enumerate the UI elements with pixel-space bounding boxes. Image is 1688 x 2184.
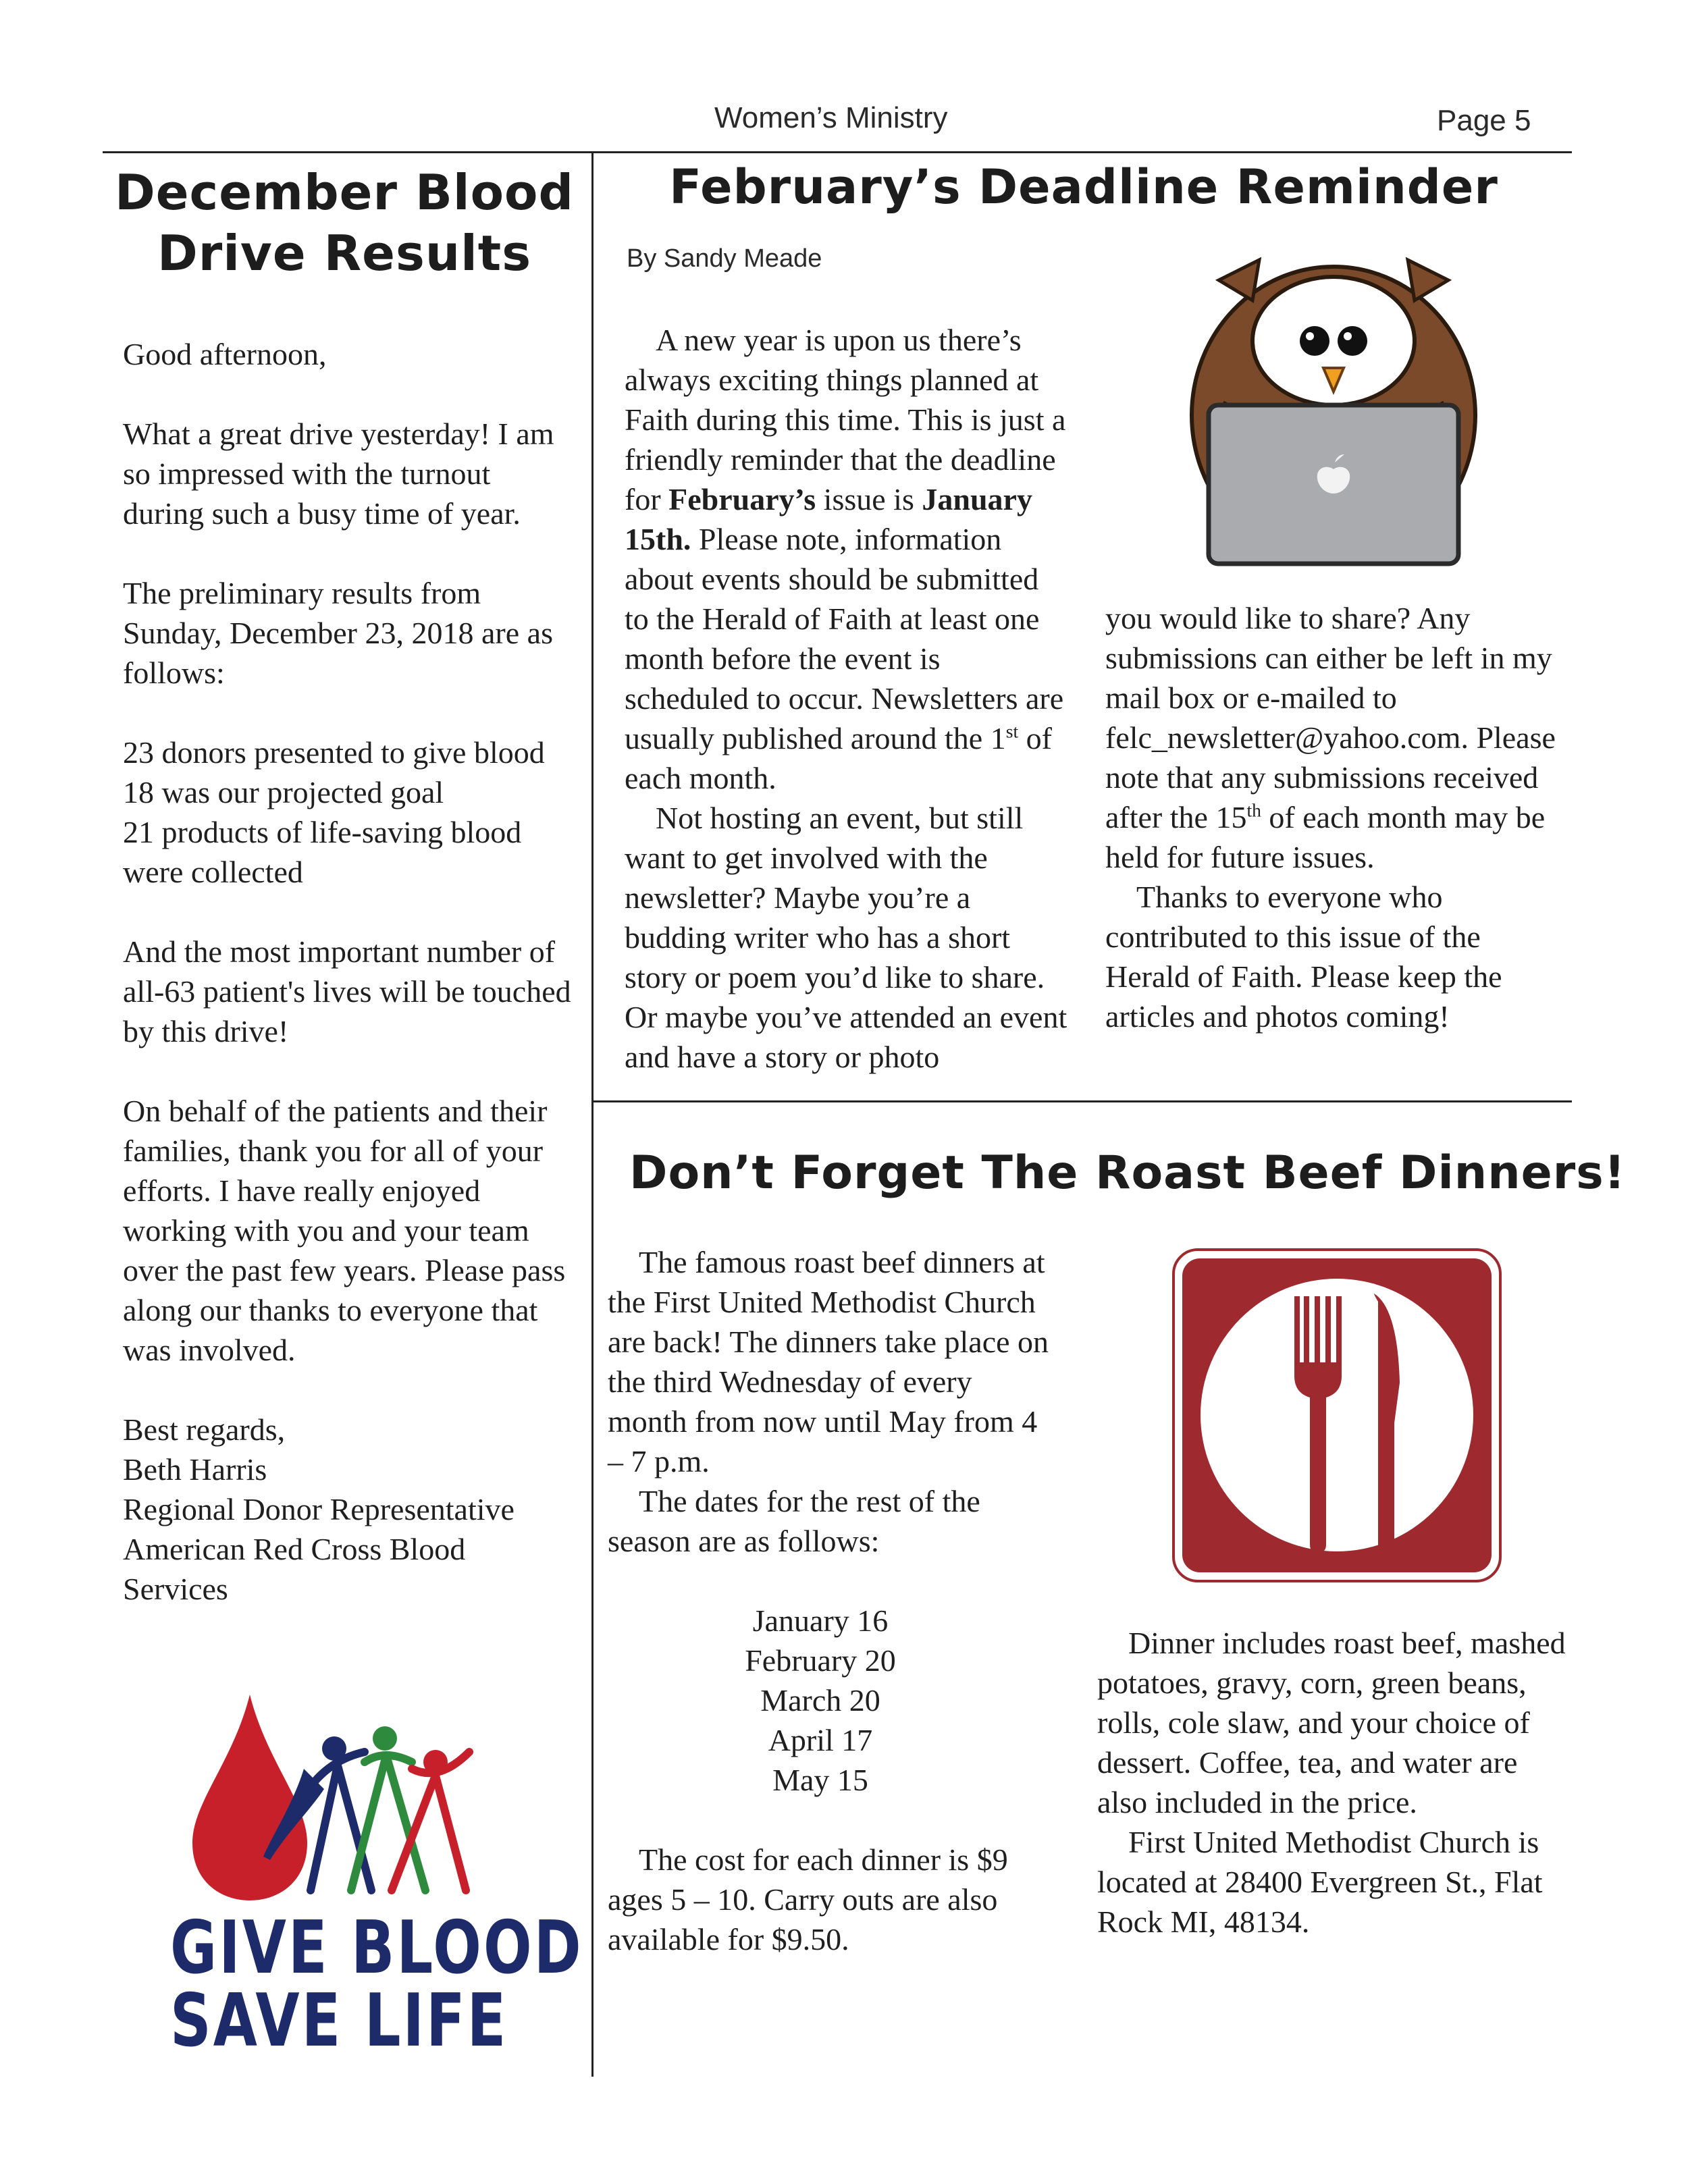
blood-drive-letter [123, 334, 575, 1609]
greeting: Good afternoon, [123, 337, 327, 371]
dinner-dates [608, 1601, 1033, 1800]
logo-line1: GIVE BLOOD [170, 1906, 583, 1990]
signoff-line: Best regards, [123, 1412, 286, 1447]
dinners-column-2 [1097, 1623, 1570, 1942]
dinners-paragraph: The dates for the rest of the season are as follows: [608, 1484, 980, 1558]
deadline-column-1 [625, 320, 1070, 1077]
section-divider [591, 1100, 1572, 1102]
header-rule [103, 151, 1572, 153]
blood-drive-paragraph: What a great drive yesterday! I am so impressed with the turnout during such a busy time of year. [123, 417, 554, 531]
blood-drive-paragraph: The preliminary results from Sunday, December 23, 2018 are as follows: [123, 576, 553, 690]
blood-drive-title-line2: Drive Results [157, 225, 532, 282]
result-item: 18 was our projected goal [123, 775, 444, 809]
dinners-paragraph: First United Methodist Church is located at 28400 Evergreen St., Flat Rock MI, 48134. [1097, 1825, 1543, 1939]
dinners-column-1 [608, 1242, 1053, 1959]
owl-laptop-icon [1171, 240, 1496, 570]
deadline-paragraph-2: Not hosting an event, but still want to get involved with the newsletter? Maybe you’re a budding writer who has a short story or poem you’d like to share. Or maybe you’ve attended an event and have a story or photo [625, 801, 1067, 1074]
fork-knife-icon [1171, 1248, 1502, 1583]
deadline-headline: February’s Deadline Reminder [669, 159, 1498, 215]
dinners-paragraph: The cost for each dinner is $9 ages 5 – 10. Carry outs are also available for $9.50. [608, 1842, 1008, 1956]
deadline-paragraph-3: Thanks to everyone who contributed to this issue of the Herald of Faith. Please keep the articles and photos coming! [1105, 880, 1502, 1034]
dinners-headline: Don’t Forget The Roast Beef Dinners! [629, 1146, 1626, 1200]
result-item: 21 products of life-saving blood were collected [123, 815, 522, 889]
blood-drive-headline [108, 162, 581, 284]
result-item: 23 donors presented to give blood [123, 735, 545, 770]
newsletter-section-title: Women’s Ministry [714, 101, 948, 134]
dinners-paragraph: Dinner includes roast beef, mashed potatoes, gravy, corn, green beans, rolls, cole slaw, and your choice of dessert. Coffee, tea, and water are also included in the price. [1097, 1626, 1566, 1819]
column-divider [591, 153, 594, 2077]
dinner-date: March 20 [760, 1683, 880, 1717]
page-number: Page 5 [1437, 104, 1531, 137]
deadline-paragraph-1: A new year is upon us there’s always exciting things planned at Faith during this time. This is just a friendly reminder that the deadline for February’s issue is January 15th. Please note, information about events should be submitted to the Herald of Faith at least one month before the event is scheduled to occur. Newsletters are usually published around the 1st of each month. [625, 323, 1066, 795]
dinner-date: May 15 [772, 1763, 868, 1797]
byline: By Sandy Meade [627, 244, 822, 273]
signoff-line: Regional Donor Representative [123, 1492, 515, 1526]
blood-drive-paragraph: On behalf of the patients and their families, thank you for all of your efforts. I have really enjoyed working with you and your team over the past few years. Please pass along our thanks to everyone that was involved. [123, 1094, 566, 1367]
give-blood-logo [169, 1688, 583, 2063]
deadline-paragraph-2-continued: you would like to share? Any submissions can either be left in my mail box or e-mailed to felc_newsletter@yahoo.com. Please note that any submissions received after the 15th of each month may be held for future issues. [1105, 601, 1556, 874]
dinner-date: January 16 [752, 1603, 889, 1638]
logo-line2: SAVE LIFE [170, 1979, 508, 2063]
deadline-column-2 [1105, 598, 1571, 1036]
blood-drive-title-line1: December Blood [114, 164, 575, 221]
dinner-date: February 20 [745, 1643, 896, 1678]
signoff-line: Beth Harris [123, 1452, 267, 1487]
dinner-date: April 17 [768, 1723, 873, 1757]
signoff-line: American Red Cross Blood Services [123, 1532, 466, 1606]
dinners-paragraph: The famous roast beef dinners at the First United Methodist Church are back! The dinners take place on the third Wednesday of every month from now until May from 4 – 7 p.m. [608, 1245, 1049, 1479]
blood-drive-paragraph: And the most important number of all-63 patient's lives will be touched by this drive! [123, 934, 571, 1048]
blood-drop-people-icon [169, 1688, 506, 1904]
